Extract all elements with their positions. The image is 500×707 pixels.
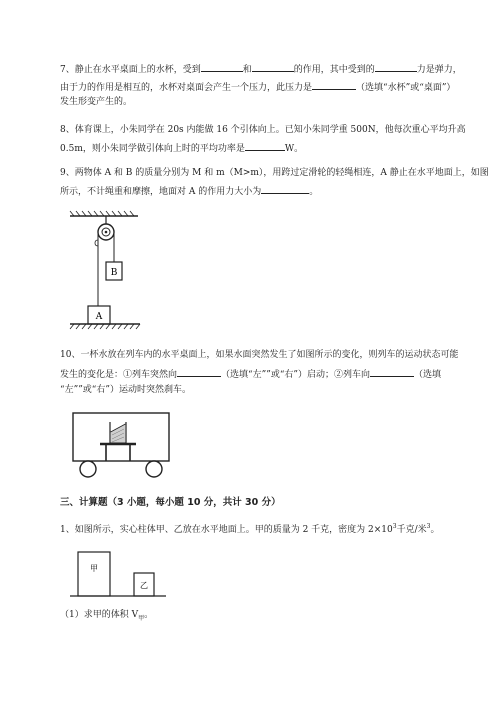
q7-blank-2[interactable] [252,62,294,72]
label-jia: 甲 [90,564,98,573]
q9-line1: 9、两物体 A 和 B 的质量分别为 M 和 m（M>m），用跨过定滑轮的轻绳相连，A 静止在水平地面上，如图 [60,168,489,178]
q7-line2: 由于力的作用是相互的，水杯对桌面会产生一个压力，此压力是 （选填“水杯”或“桌面”） [60,80,455,94]
q7-line1: 7、静止在水平桌面上的水杯，受到 和 的作用，其中受到的 力是弹力， [60,62,462,76]
wheel-left [80,461,96,477]
q7-blank-1[interactable] [201,62,243,72]
wheel-right [146,461,162,477]
label-b: B [110,268,118,278]
q10-line3: “左””或“右”）运动时突然刹车。 [60,385,192,395]
q10-train-figure [70,410,172,480]
q9-pulley-figure [68,210,160,334]
section-title: 三、计算题（3 小题，每小题 10 分，共计 30 分） [60,497,281,508]
q8-blank[interactable] [245,141,285,151]
calc1-sub1: （1）求甲的体积 $V_甲$。 [60,610,154,622]
q10-blank-1[interactable] [177,367,221,377]
ceiling-hatch [70,211,134,216]
q7-blank-3[interactable] [375,62,417,72]
block-jia [78,552,110,596]
q8-line1: 8、体育课上，小朱同学在 20s 内能做 16 个引体向上。已知小朱同学重 500N，他每次重心平均升高 [60,125,466,135]
calc1-line1: 1、如图所示，实心柱体甲、乙放在水平地面上。甲的质量为 2 千克，密度为 $2\times 10^3$千克/米$^3$。 [60,523,440,535]
q10-blank-2[interactable] [370,367,414,377]
q9-line2: 所示，不计绳重和摩擦，地面对 A 的作用力大小为 。 [60,184,318,198]
q9-blank[interactable] [261,184,309,194]
q7-line3: 发生形变产生的。 [60,97,133,107]
q10-line1: 10、一杯水放在列车内的水平桌面上，如果水面突然发生了如图所示的变化，则列车的运动状态可能 [60,350,459,360]
q8-line2: 0.5m，则小朱同学做引体向上时的平均功率是 W。 [60,141,303,155]
q10-line2: 发生的变化是：①列车突然向 （选填“左””或“右”）启动；②列车向 （选填 [60,367,441,381]
label-a: A [95,312,103,322]
ground-hatch [70,324,140,329]
label-yi: 乙 [140,581,148,590]
calc1-blocks-figure [70,548,170,600]
q7-blank-4[interactable] [312,80,356,90]
